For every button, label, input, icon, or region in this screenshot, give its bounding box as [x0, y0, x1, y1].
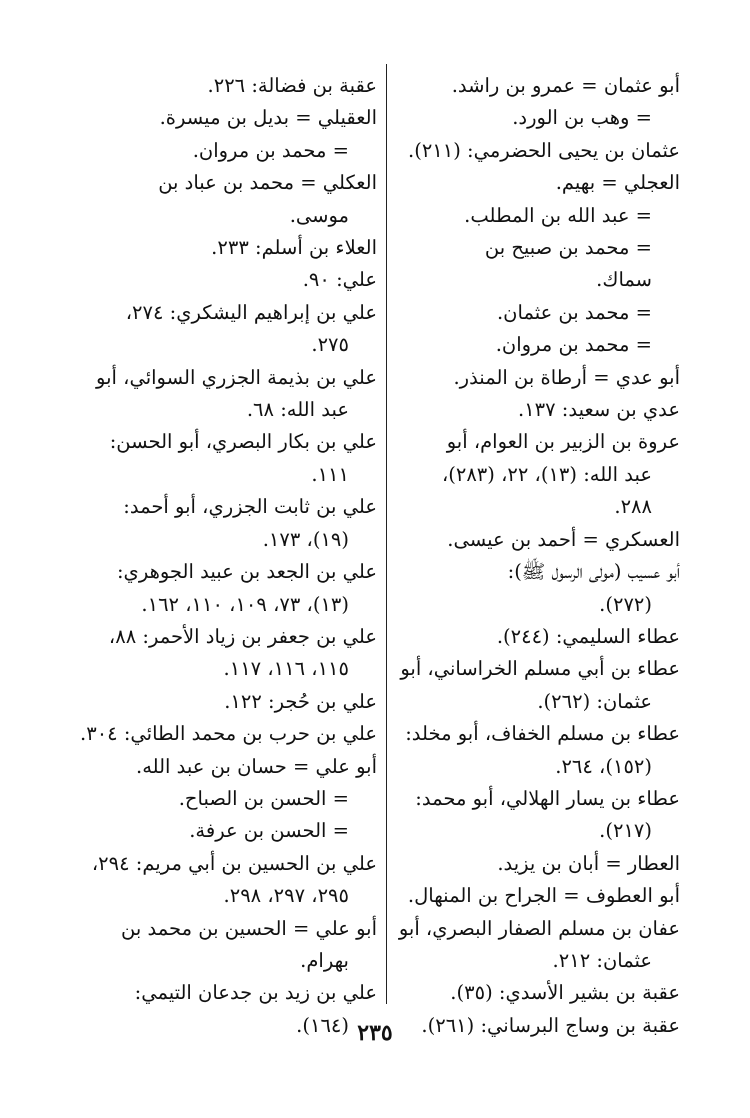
- index-entry: العكلي = محمد بن عباد بن: [158, 171, 377, 195]
- index-entry: العلاء بن أسلم: ٢٣٣.: [211, 236, 377, 260]
- index-entry: ٢٩٥، ٢٩٧، ٢٩٨.: [223, 884, 349, 908]
- index-entry: موسى.: [289, 203, 349, 227]
- index-entry: (١٥٢)، ٢٦٤.: [555, 754, 652, 778]
- index-entry: العجلي = بهيم.: [555, 171, 680, 195]
- index-entry: علي بن زيد بن جدعان التيمي:: [134, 981, 377, 1005]
- index-entry: عطاء بن يسار الهلالي، أبو محمد:: [415, 786, 680, 810]
- index-entry: ٢٨٨.: [614, 495, 652, 519]
- index-entry: عثمان: (٢٦٢).: [537, 689, 652, 713]
- index-entry: عروة بن الزبير بن العوام، أبو: [446, 430, 680, 454]
- index-entry: علي بن ثابت الجزري، أبو أحمد:: [123, 495, 377, 519]
- index-column-left: [80, 70, 377, 1042]
- index-entry: علي بن بذيمة الجزري السوائي، أبو: [96, 365, 377, 389]
- index-entry: (١٩)، ١٧٣.: [262, 527, 349, 551]
- index-entry: ٢٧٥.: [311, 333, 349, 357]
- page-number: ٢٣٥: [357, 1020, 393, 1046]
- index-entry: = محمد بن عثمان.: [496, 300, 652, 324]
- index-entry: ١١٥، ١١٦، ١١٧.: [223, 657, 349, 681]
- index-entry: أبو علي = حسان بن عبد الله.: [136, 754, 377, 778]
- index-entry: أبو عسيب (مولى الرسول ﷺ):: [507, 560, 680, 584]
- index-entry: عثمان بن يحيى الحضرمي: (٢١١).: [408, 138, 680, 162]
- index-entry: علي بن جعفر بن زياد الأحمر: ٨٨،: [108, 624, 377, 648]
- index-entry: عطاء السليمي: (٢٤٤).: [496, 624, 680, 648]
- index-entry: العقيلي = بديل بن ميسرة.: [159, 106, 377, 130]
- index-entry: عطاء بن مسلم الخفاف، أبو مخلد:: [405, 722, 680, 746]
- index-entry: بهرام.: [300, 948, 349, 972]
- index-entry: = محمد بن مروان.: [192, 138, 349, 162]
- index-entry: علي بن إبراهيم اليشكري: ٢٧٤،: [125, 300, 377, 324]
- index-entry: أبو العطوف = الجراح بن المنهال.: [407, 884, 680, 908]
- index-entry: علي بن حُجر: ١٢٢.: [224, 689, 377, 713]
- index-entry: عبد الله: (١٣)، ٢٢، (٢٨٣)،: [441, 462, 652, 486]
- index-entry: = الحسن بن الصباح.: [178, 786, 349, 810]
- index-entry: سماك.: [596, 268, 652, 292]
- index-entry: (١٣)، ٧٣، ١٠٩، ١١٠، ١٦٢.: [141, 592, 349, 616]
- index-entry: علي بن حرب بن محمد الطائي: ٣٠٤.: [80, 722, 377, 746]
- index-entry: عفان بن مسلم الصفار البصري، أبو: [398, 916, 680, 940]
- index-entry: ١١١.: [311, 462, 349, 486]
- index-entry: (١٦٤).: [296, 1013, 349, 1037]
- index-entry: عبد الله: ٦٨.: [246, 398, 349, 422]
- index-entry: عدي بن سعيد: ١٣٧.: [517, 398, 680, 422]
- index-entry: أبو عدي = أرطاة بن المنذر.: [453, 365, 680, 389]
- index-entry: علي بن بكار البصري، أبو الحسن:: [109, 430, 377, 454]
- index-entry: عثمان: ٢١٢.: [552, 948, 652, 972]
- index-entry: عقبة بن فضالة: ٢٢٦.: [207, 74, 377, 97]
- index-entry: علي: ٩٠.: [302, 268, 377, 292]
- index-entry: = عبد الله بن المطلب.: [464, 203, 652, 227]
- index-entry: (٢٧٢).: [599, 592, 652, 616]
- index-entry: عطاء بن أبي مسلم الخراساني، أبو: [400, 657, 680, 681]
- index-entry: عقبة بن بشير الأسدي: (٣٥).: [450, 981, 680, 1005]
- index-entry: علي بن الحسين بن أبي مريم: ٢٩٤،: [91, 851, 377, 875]
- index-entry: = الحسن بن عرفة.: [189, 819, 349, 843]
- index-entry: = محمد بن صبيح بن: [484, 236, 652, 260]
- index-entry: علي بن الجعد بن عبيد الجوهري:: [116, 560, 377, 584]
- index-entry: أبو عثمان = عمرو بن راشد.: [451, 74, 680, 97]
- index-entry: (٢١٧).: [599, 819, 652, 843]
- column-divider: [386, 64, 387, 1004]
- index-entry: عقبة بن وساج البرساني: (٢٦١).: [421, 1013, 680, 1037]
- index-entry: = وهب بن الورد.: [512, 106, 652, 130]
- index-entry: أبو علي = الحسين بن محمد بن: [121, 916, 377, 940]
- index-entry: العطار = أبان بن يزيد.: [497, 851, 680, 875]
- index-column-right: [395, 70, 680, 1042]
- index-entry: = محمد بن مروان.: [495, 333, 652, 357]
- index-entry: العسكري = أحمد بن عيسى.: [447, 527, 680, 551]
